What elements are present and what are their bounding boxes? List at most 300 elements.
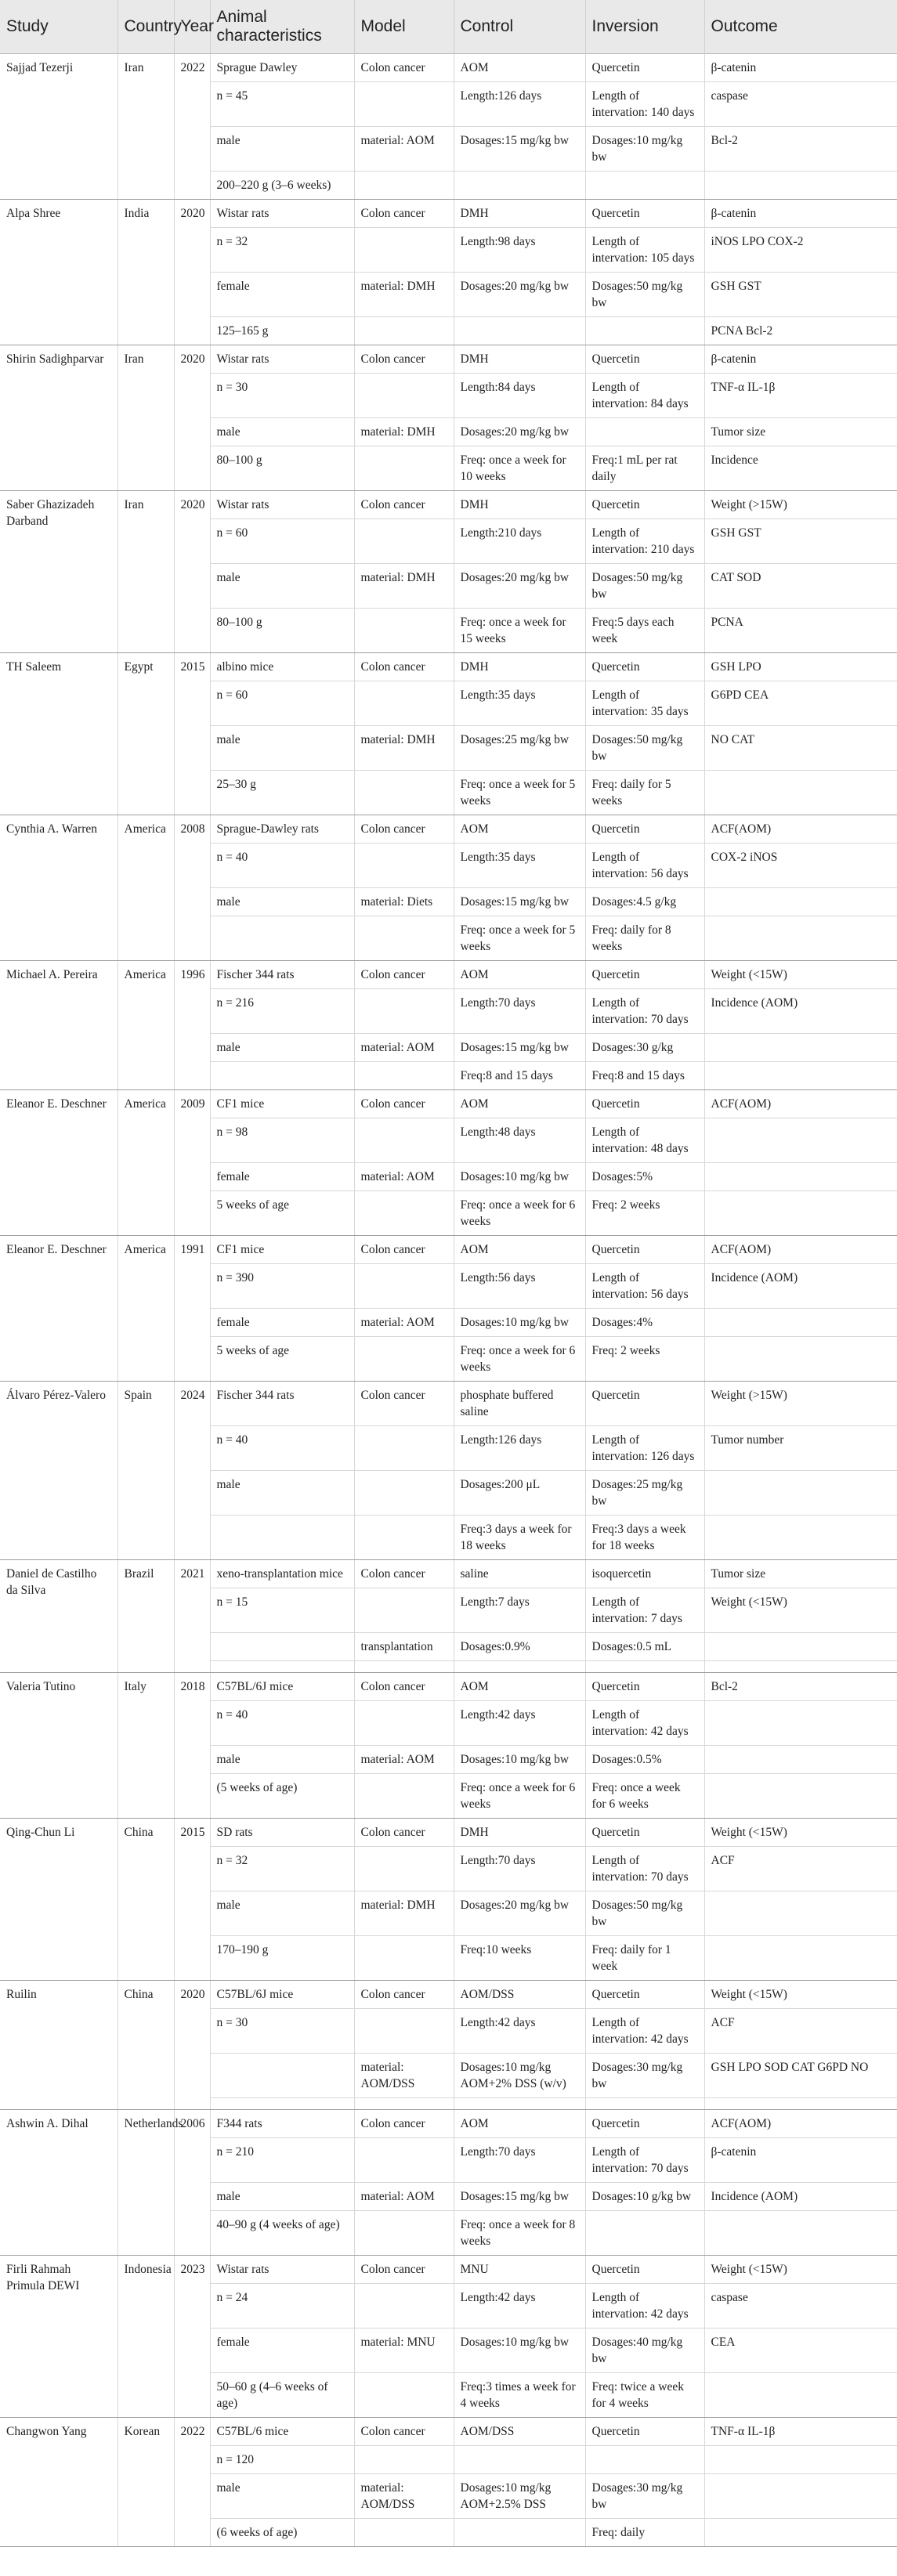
model-cell: Colon cancer	[354, 1819, 454, 1847]
inversion-cell: Dosages:40 mg/kg bw	[585, 2329, 704, 2373]
study-cell: Ruilin	[0, 1981, 118, 2110]
inversion-cell: Dosages:10 g/kg bw	[585, 2183, 704, 2211]
study-cell: Saber Ghazizadeh Darband	[0, 491, 118, 653]
outcome-cell: GSH GST	[704, 519, 897, 564]
year-cell: 2023	[174, 2256, 210, 2418]
outcome-cell: Weight (<15W)	[704, 2256, 897, 2284]
outcome-cell: GSH GST	[704, 273, 897, 317]
table-row	[0, 200, 897, 228]
model-cell	[354, 317, 454, 345]
control-cell: AOM	[454, 54, 585, 82]
outcome-cell: CEA	[704, 2329, 897, 2373]
model-cell: material: AOM	[354, 1163, 454, 1191]
inversion-cell: Quercetin	[585, 54, 704, 82]
outcome-cell: β-catenin	[704, 54, 897, 82]
country-cell: Netherlands	[118, 2110, 174, 2256]
inversion-cell: Length of intervation: 84 days	[585, 374, 704, 418]
animal-cell: 200–220 g (3–6 weeks)	[210, 172, 354, 200]
animal-cell: n = 45	[210, 82, 354, 127]
col-header-control: Control	[454, 0, 585, 54]
col-header-outcome: Outcome	[704, 0, 897, 54]
inversion-cell: Freq: daily for 8 weeks	[585, 916, 704, 961]
outcome-cell	[704, 1661, 897, 1673]
model-cell	[354, 228, 454, 273]
model-cell	[354, 1847, 454, 1891]
control-cell: Length:84 days	[454, 374, 585, 418]
animal-cell: n = 15	[210, 1588, 354, 1633]
study-cell: Michael A. Pereira	[0, 961, 118, 1090]
outcome-cell: Bcl-2	[704, 127, 897, 172]
inversion-cell: Quercetin	[585, 1981, 704, 2009]
inversion-cell: Length of intervation: 7 days	[585, 1588, 704, 1633]
study-cell: Daniel de Castilho da Silva	[0, 1560, 118, 1673]
year-cell: 1996	[174, 961, 210, 1090]
outcome-cell	[704, 2474, 897, 2519]
animal-cell: n = 40	[210, 1701, 354, 1746]
outcome-cell	[704, 1309, 897, 1337]
animal-cell: Fischer 344 rats	[210, 1382, 354, 1426]
outcome-cell	[704, 916, 897, 961]
animal-cell: CF1 mice	[210, 1236, 354, 1264]
outcome-cell: CAT SOD	[704, 564, 897, 609]
study-cell: Cynthia A. Warren	[0, 815, 118, 961]
inversion-cell: Dosages:4%	[585, 1309, 704, 1337]
inversion-cell: Quercetin	[585, 815, 704, 844]
inversion-cell	[585, 418, 704, 446]
animal-cell: n = 32	[210, 228, 354, 273]
model-cell	[354, 681, 454, 726]
outcome-cell	[704, 888, 897, 916]
inversion-cell: Quercetin	[585, 961, 704, 989]
inversion-cell: Dosages:10 mg/kg bw	[585, 127, 704, 172]
animal-cell: albino mice	[210, 653, 354, 681]
model-cell: Colon cancer	[354, 2110, 454, 2138]
inversion-cell: Freq:8 and 15 days	[585, 1062, 704, 1090]
animal-cell	[210, 916, 354, 961]
animal-cell: (6 weeks of age)	[210, 2519, 354, 2547]
year-cell: 2022	[174, 54, 210, 200]
animal-cell: male	[210, 127, 354, 172]
col-header-inversion: Inversion	[585, 0, 704, 54]
animal-cell: 5 weeks of age	[210, 1191, 354, 1236]
control-cell: Dosages:10 mg/kg bw	[454, 1746, 585, 1774]
outcome-cell: β-catenin	[704, 200, 897, 228]
outcome-cell: caspase	[704, 82, 897, 127]
study-cell: Valeria Tutino	[0, 1673, 118, 1819]
table-row	[0, 1090, 897, 1118]
table-row	[0, 1236, 897, 1264]
model-cell: Colon cancer	[354, 54, 454, 82]
study-cell: Eleanor E. Deschner	[0, 1090, 118, 1236]
inversion-cell: Quercetin	[585, 200, 704, 228]
model-cell: material: AOM	[354, 127, 454, 172]
animal-cell: male	[210, 1034, 354, 1062]
outcome-cell: Weight (<15W)	[704, 1819, 897, 1847]
inversion-cell: Freq: twice a week for 4 weeks	[585, 2373, 704, 2418]
control-cell: Freq:10 weeks	[454, 1936, 585, 1981]
outcome-cell: β-catenin	[704, 345, 897, 374]
inversion-cell: Length of intervation: 70 days	[585, 2138, 704, 2183]
animal-cell: n = 60	[210, 519, 354, 564]
animal-cell: Fischer 344 rats	[210, 961, 354, 989]
animal-cell: 40–90 g (4 weeks of age)	[210, 2211, 354, 2256]
animal-cell: female	[210, 1163, 354, 1191]
inversion-cell: Dosages:50 mg/kg bw	[585, 273, 704, 317]
model-cell: material: AOM/DSS	[354, 2054, 454, 2098]
outcome-cell	[704, 1746, 897, 1774]
inversion-cell: Dosages:30 mg/kg bw	[585, 2474, 704, 2519]
animal-cell	[210, 2054, 354, 2098]
inversion-cell: Length of intervation: 48 days	[585, 1118, 704, 1163]
inversion-cell: Length of intervation: 56 days	[585, 844, 704, 888]
model-cell: material: AOM	[354, 2183, 454, 2211]
outcome-cell: Incidence (AOM)	[704, 989, 897, 1034]
model-cell	[354, 446, 454, 491]
model-cell	[354, 1264, 454, 1309]
animal-cell: n = 30	[210, 374, 354, 418]
control-cell: Dosages:10 mg/kg bw	[454, 2329, 585, 2373]
country-cell: Brazil	[118, 1560, 174, 1673]
outcome-cell: TNF-α IL-1β	[704, 374, 897, 418]
inversion-cell: Quercetin	[585, 1236, 704, 1264]
animal-cell: Sprague Dawley	[210, 54, 354, 82]
model-cell	[354, 1516, 454, 1560]
model-cell	[354, 2373, 454, 2418]
inversion-cell: Freq: daily	[585, 2519, 704, 2547]
control-cell	[454, 2098, 585, 2110]
control-cell: AOM	[454, 1090, 585, 1118]
inversion-cell: Quercetin	[585, 653, 704, 681]
animal-cell: 80–100 g	[210, 609, 354, 653]
control-cell: Dosages:20 mg/kg bw	[454, 418, 585, 446]
inversion-cell: Length of intervation: 42 days	[585, 1701, 704, 1746]
inversion-cell: Length of intervation: 56 days	[585, 1264, 704, 1309]
model-cell: Colon cancer	[354, 1981, 454, 2009]
outcome-cell: Bcl-2	[704, 1673, 897, 1701]
table-row	[0, 1560, 897, 1588]
table-row	[0, 1382, 897, 1426]
control-cell: AOM	[454, 961, 585, 989]
control-cell: Freq:3 days a week for 18 weeks	[454, 1516, 585, 1560]
model-cell: Colon cancer	[354, 1673, 454, 1701]
year-cell: 2022	[174, 2418, 210, 2547]
control-cell: Dosages:20 mg/kg bw	[454, 1891, 585, 1936]
control-cell: saline	[454, 1560, 585, 1588]
inversion-cell: Dosages:4.5 g/kg	[585, 888, 704, 916]
table-row	[0, 1819, 897, 1847]
country-cell: Indonesia	[118, 2256, 174, 2418]
outcome-cell: ACF(AOM)	[704, 815, 897, 844]
inversion-cell	[585, 2446, 704, 2474]
inversion-cell: Length of intervation: 42 days	[585, 2009, 704, 2054]
year-cell: 2020	[174, 491, 210, 653]
outcome-cell	[704, 771, 897, 815]
model-cell	[354, 374, 454, 418]
inversion-cell: Length of intervation: 42 days	[585, 2284, 704, 2329]
outcome-cell	[704, 172, 897, 200]
control-cell: Freq: once a week for 8 weeks	[454, 2211, 585, 2256]
table-row	[0, 653, 897, 681]
model-cell	[354, 1062, 454, 1090]
outcome-cell: Tumor number	[704, 1426, 897, 1471]
control-cell: Freq: once a week for 10 weeks	[454, 446, 585, 491]
table-row	[0, 1673, 897, 1701]
control-cell: AOM	[454, 1236, 585, 1264]
animal-cell: n = 390	[210, 1264, 354, 1309]
outcome-cell	[704, 1471, 897, 1516]
animal-cell: n = 120	[210, 2446, 354, 2474]
outcome-cell: Weight (>15W)	[704, 491, 897, 519]
model-cell: Colon cancer	[354, 1382, 454, 1426]
outcome-cell: β-catenin	[704, 2138, 897, 2183]
animal-cell: 50–60 g (4–6 weeks of age)	[210, 2373, 354, 2418]
outcome-cell: TNF-α IL-1β	[704, 2418, 897, 2446]
col-header-year: Year	[174, 0, 210, 54]
outcome-cell	[704, 2211, 897, 2256]
col-header-model: Model	[354, 0, 454, 54]
outcome-cell	[704, 1633, 897, 1661]
inversion-cell: Quercetin	[585, 2110, 704, 2138]
control-cell: Dosages:0.9%	[454, 1633, 585, 1661]
table-row	[0, 2110, 897, 2138]
control-cell: AOM	[454, 1673, 585, 1701]
inversion-cell: Quercetin	[585, 1382, 704, 1426]
control-cell: Length:70 days	[454, 1847, 585, 1891]
control-cell: Dosages:10 mg/kg AOM+2.5% DSS	[454, 2474, 585, 2519]
control-cell: AOM/DSS	[454, 2418, 585, 2446]
study-cell: Ashwin A. Dihal	[0, 2110, 118, 2256]
control-cell: Length:98 days	[454, 228, 585, 273]
year-cell: 2020	[174, 345, 210, 491]
control-cell: Length:42 days	[454, 1701, 585, 1746]
inversion-cell: Length of intervation: 210 days	[585, 519, 704, 564]
model-cell	[354, 2284, 454, 2329]
model-cell	[354, 1471, 454, 1516]
animal-cell: male	[210, 418, 354, 446]
inversion-cell	[585, 1661, 704, 1673]
model-cell	[354, 844, 454, 888]
control-cell: Length:126 days	[454, 1426, 585, 1471]
inversion-cell: Quercetin	[585, 491, 704, 519]
study-cell: Qing-Chun Li	[0, 1819, 118, 1981]
year-cell: 2009	[174, 1090, 210, 1236]
model-cell	[354, 2009, 454, 2054]
control-cell: Length:7 days	[454, 1588, 585, 1633]
animal-cell: 80–100 g	[210, 446, 354, 491]
outcome-cell: ACF	[704, 2009, 897, 2054]
animal-cell: female	[210, 2329, 354, 2373]
animal-cell: 5 weeks of age	[210, 1337, 354, 1382]
outcome-cell: Incidence (AOM)	[704, 2183, 897, 2211]
country-cell: Italy	[118, 1673, 174, 1819]
animal-cell: Wistar rats	[210, 491, 354, 519]
year-cell: 2015	[174, 1819, 210, 1981]
outcome-cell: ACF(AOM)	[704, 1090, 897, 1118]
animal-cell: Wistar rats	[210, 345, 354, 374]
control-cell: AOM	[454, 2110, 585, 2138]
model-cell	[354, 1118, 454, 1163]
control-cell: Freq:8 and 15 days	[454, 1062, 585, 1090]
control-cell: Length:35 days	[454, 681, 585, 726]
animal-cell: n = 216	[210, 989, 354, 1034]
country-cell: Iran	[118, 345, 174, 491]
model-cell: material: Diets	[354, 888, 454, 916]
animal-cell: n = 210	[210, 2138, 354, 2183]
outcome-cell: caspase	[704, 2284, 897, 2329]
table-row	[0, 345, 897, 374]
control-cell: Dosages:25 mg/kg bw	[454, 726, 585, 771]
animal-cell: female	[210, 273, 354, 317]
model-cell	[354, 1774, 454, 1819]
table-row	[0, 2256, 897, 2284]
model-cell: Colon cancer	[354, 1090, 454, 1118]
animal-cell: Wistar rats	[210, 2256, 354, 2284]
animal-cell: SD rats	[210, 1819, 354, 1847]
inversion-cell: Freq: 2 weeks	[585, 1191, 704, 1236]
control-cell: Dosages:15 mg/kg bw	[454, 127, 585, 172]
outcome-cell: G6PD CEA	[704, 681, 897, 726]
control-cell: DMH	[454, 1819, 585, 1847]
header-row	[0, 0, 897, 54]
col-header-animal: Animal characteristics	[210, 0, 354, 54]
animal-cell: Wistar rats	[210, 200, 354, 228]
model-cell	[354, 1426, 454, 1471]
control-cell: AOM/DSS	[454, 1981, 585, 2009]
control-cell: Length:42 days	[454, 2009, 585, 2054]
inversion-cell: Quercetin	[585, 1673, 704, 1701]
model-cell: material: AOM/DSS	[354, 2474, 454, 2519]
outcome-cell: Weight (<15W)	[704, 1588, 897, 1633]
year-cell: 2024	[174, 1382, 210, 1560]
outcome-cell: PCNA Bcl-2	[704, 317, 897, 345]
model-cell	[354, 519, 454, 564]
control-cell: Dosages:15 mg/kg bw	[454, 1034, 585, 1062]
inversion-cell: Dosages:30 mg/kg bw	[585, 2054, 704, 2098]
outcome-cell: Tumor size	[704, 1560, 897, 1588]
animal-cell: C57BL/6 mice	[210, 2418, 354, 2446]
control-cell: Freq: once a week for 6 weeks	[454, 1191, 585, 1236]
animal-cell: CF1 mice	[210, 1090, 354, 1118]
model-cell: material: DMH	[354, 418, 454, 446]
inversion-cell: Dosages:0.5 mL	[585, 1633, 704, 1661]
inversion-cell: Freq:3 days a week for 18 weeks	[585, 1516, 704, 1560]
animal-cell: F344 rats	[210, 2110, 354, 2138]
model-cell: transplantation	[354, 1633, 454, 1661]
inversion-cell: Freq: daily for 5 weeks	[585, 771, 704, 815]
outcome-cell: ACF(AOM)	[704, 2110, 897, 2138]
animal-cell: n = 30	[210, 2009, 354, 2054]
country-cell: Korean	[118, 2418, 174, 2547]
study-cell: Sajjad Tezerji	[0, 54, 118, 200]
outcome-cell	[704, 1701, 897, 1746]
country-cell: America	[118, 1090, 174, 1236]
control-cell: Dosages:200 μL	[454, 1471, 585, 1516]
outcome-cell	[704, 2373, 897, 2418]
table-row	[0, 491, 897, 519]
control-cell	[454, 2519, 585, 2547]
inversion-cell: Quercetin	[585, 345, 704, 374]
country-cell: Iran	[118, 491, 174, 653]
outcome-cell	[704, 1118, 897, 1163]
model-cell	[354, 172, 454, 200]
control-cell: Length:70 days	[454, 2138, 585, 2183]
control-cell	[454, 1661, 585, 1673]
model-cell	[354, 1936, 454, 1981]
animal-cell: male	[210, 1891, 354, 1936]
model-cell: material: DMH	[354, 564, 454, 609]
model-cell	[354, 1191, 454, 1236]
control-cell: Length:48 days	[454, 1118, 585, 1163]
outcome-cell: Tumor size	[704, 418, 897, 446]
control-cell: Length:35 days	[454, 844, 585, 888]
animal-cell	[210, 1661, 354, 1673]
outcome-cell: ACF(AOM)	[704, 1236, 897, 1264]
model-cell: Colon cancer	[354, 345, 454, 374]
model-cell: Colon cancer	[354, 961, 454, 989]
model-cell: material: AOM	[354, 1309, 454, 1337]
country-cell: India	[118, 200, 174, 345]
outcome-cell	[704, 2098, 897, 2110]
study-cell: TH Saleem	[0, 653, 118, 815]
outcome-cell	[704, 1034, 897, 1062]
inversion-cell: Dosages:25 mg/kg bw	[585, 1471, 704, 1516]
year-cell: 1991	[174, 1236, 210, 1382]
control-cell: Freq: once a week for 6 weeks	[454, 1774, 585, 1819]
study-cell: Shirin Sadighparvar	[0, 345, 118, 491]
inversion-cell: Length of intervation: 126 days	[585, 1426, 704, 1471]
outcome-cell	[704, 1936, 897, 1981]
study-cell: Firli Rahmah Primula DEWI	[0, 2256, 118, 2418]
country-cell: Egypt	[118, 653, 174, 815]
control-cell: Dosages:15 mg/kg bw	[454, 2183, 585, 2211]
control-cell: Freq: once a week for 6 weeks	[454, 1337, 585, 1382]
animal-cell: n = 32	[210, 1847, 354, 1891]
control-cell: Length:70 days	[454, 989, 585, 1034]
model-cell	[354, 989, 454, 1034]
control-cell: Freq: once a week for 5 weeks	[454, 916, 585, 961]
animal-cell: male	[210, 726, 354, 771]
country-cell: America	[118, 1236, 174, 1382]
animal-cell	[210, 2098, 354, 2110]
control-cell: MNU	[454, 2256, 585, 2284]
outcome-cell: Incidence (AOM)	[704, 1264, 897, 1309]
model-cell	[354, 1337, 454, 1382]
inversion-cell: Quercetin	[585, 2256, 704, 2284]
inversion-cell: Freq:5 days each week	[585, 609, 704, 653]
model-cell	[354, 2098, 454, 2110]
control-cell: Length:56 days	[454, 1264, 585, 1309]
inversion-cell: Quercetin	[585, 2418, 704, 2446]
table-row	[0, 815, 897, 844]
animal-cell: 25–30 g	[210, 771, 354, 815]
control-cell: DMH	[454, 491, 585, 519]
inversion-cell: Length of intervation: 35 days	[585, 681, 704, 726]
model-cell: Colon cancer	[354, 1560, 454, 1588]
model-cell: Colon cancer	[354, 815, 454, 844]
control-cell: Dosages:20 mg/kg bw	[454, 273, 585, 317]
control-cell: Dosages:10 mg/kg bw	[454, 1309, 585, 1337]
outcome-cell: GSH LPO	[704, 653, 897, 681]
outcome-cell: Weight (<15W)	[704, 961, 897, 989]
control-cell: Length:126 days	[454, 82, 585, 127]
year-cell: 2018	[174, 1673, 210, 1819]
animal-cell: n = 40	[210, 1426, 354, 1471]
control-cell: DMH	[454, 200, 585, 228]
inversion-cell: Dosages:50 mg/kg bw	[585, 726, 704, 771]
model-cell	[354, 82, 454, 127]
inversion-cell: Freq:1 mL per rat daily	[585, 446, 704, 491]
outcome-cell: Weight (>15W)	[704, 1382, 897, 1426]
